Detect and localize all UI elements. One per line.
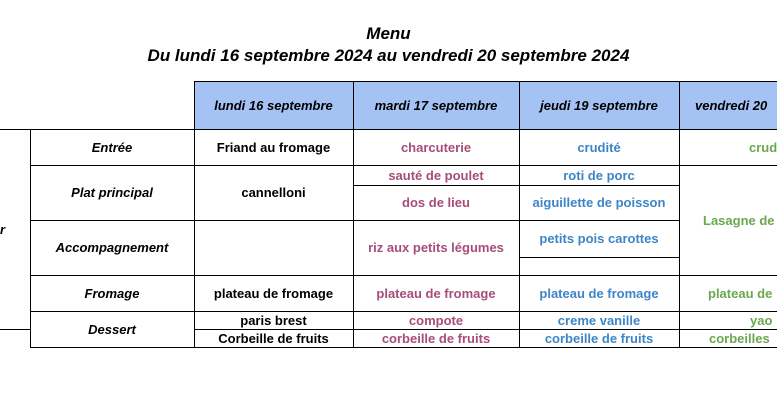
jeudi-plat-1: roti de porc <box>563 167 635 183</box>
jeudi-fromage: plateau de fromage <box>539 285 659 301</box>
vendredi-dessert-1: yao <box>750 312 773 328</box>
side-label-cropped: r <box>0 221 6 237</box>
grid-line-col-label-left <box>30 129 31 348</box>
vendredi-dessert-2: corbeilles <box>709 330 770 346</box>
header-lundi: lundi 16 septembre <box>194 81 353 129</box>
grid-line-plat-split <box>353 185 679 186</box>
vendredi-plat: Lasagne de <box>703 212 775 228</box>
grid-line-after-plat <box>30 220 679 221</box>
lundi-entree: Friand au fromage <box>216 139 331 155</box>
header-vendredi: vendredi 20 <box>679 81 777 129</box>
grid-line-after-entree <box>30 165 777 166</box>
lundi-dessert-2: Corbeille de fruits <box>218 330 329 346</box>
mardi-entree: charcuterie <box>400 139 472 155</box>
grid-line-dessert-split <box>194 329 777 330</box>
row-label-entree: Entrée <box>91 139 133 155</box>
mardi-plat-1: sauté de poulet <box>388 167 484 183</box>
mardi-plat-2: dos de lieu <box>402 195 470 210</box>
grid-line-top <box>194 81 777 82</box>
grid-line-after-fromage <box>30 311 777 312</box>
lundi-plat: cannelloni <box>241 185 306 200</box>
lundi-dessert-1: paris brest <box>240 312 307 328</box>
menu-title: Menu <box>366 24 411 43</box>
mardi-dessert-2: corbeille de fruits <box>381 330 491 346</box>
mardi-fromage: plateau de fromage <box>376 285 496 301</box>
header-jeudi: jeudi 19 septembre <box>519 81 679 129</box>
row-label-fromage: Fromage <box>84 285 140 301</box>
grid-line-header-bottom <box>0 129 777 130</box>
grid-line-col-jeudi-left <box>519 81 520 348</box>
jeudi-entree: crudité <box>577 139 621 155</box>
jeudi-dessert-2: corbeille de fruits <box>544 330 654 346</box>
grid-line-col-mardi-left <box>353 81 354 348</box>
header-mardi: mardi 17 septembre <box>353 81 519 129</box>
grid-line-side-bottom <box>0 329 30 330</box>
mardi-accompagnement: riz aux petits légumes <box>368 240 504 255</box>
vendredi-fromage: plateau de <box>708 285 773 301</box>
jeudi-accompagnement: petits pois carottes <box>539 231 659 246</box>
vendredi-entree: crud <box>749 139 777 155</box>
mardi-dessert-1: compote <box>408 312 464 328</box>
grid-line-col-vendredi-left <box>679 81 680 348</box>
lundi-fromage: plateau de fromage <box>213 285 334 301</box>
jeudi-plat-2: aiguillette de poisson <box>532 195 666 210</box>
row-label-accompagnement: Accompagnement <box>55 240 169 255</box>
grid-line-jeudi-accomp-split <box>519 257 679 258</box>
jeudi-dessert-1: creme vanille <box>557 312 641 328</box>
grid-line-bottom <box>30 347 777 348</box>
row-label-plat-principal: Plat principal <box>71 185 153 200</box>
menu-date-range: Du lundi 16 septembre 2024 au vendredi 20 septembre 2024 <box>147 46 630 65</box>
grid-line-col-lundi-left <box>194 81 195 348</box>
row-label-dessert: Dessert <box>88 321 136 337</box>
grid-line-after-accompagnement <box>30 275 777 276</box>
